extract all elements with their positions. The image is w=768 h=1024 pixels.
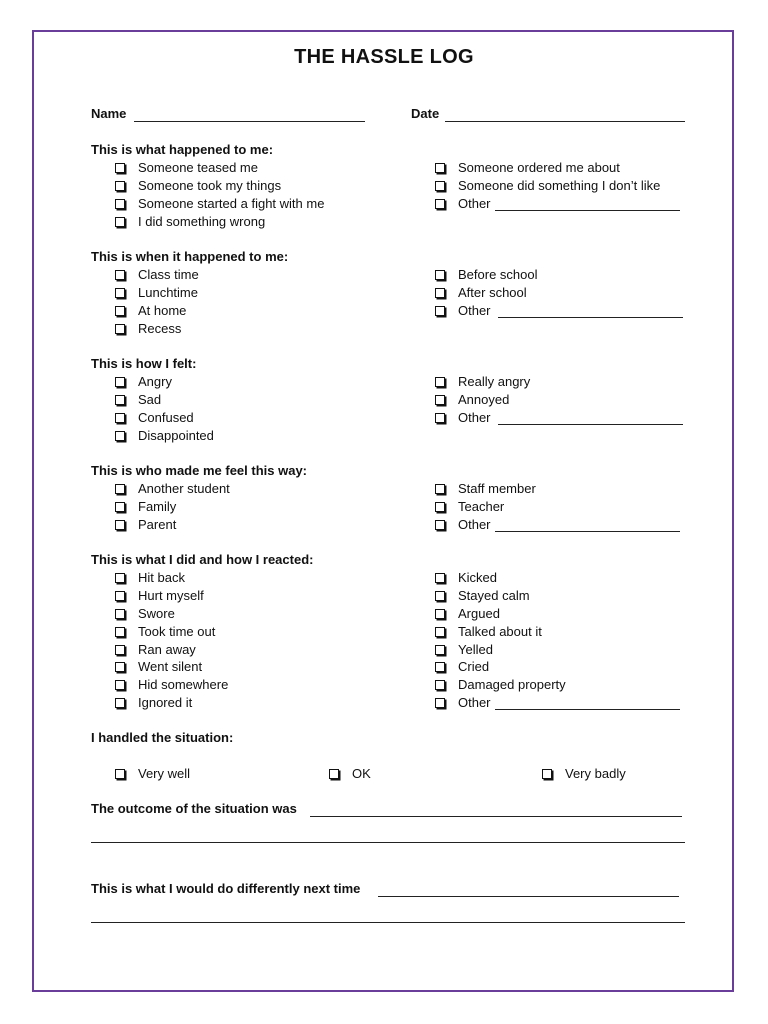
checkbox[interactable]	[115, 181, 125, 191]
option-label: Other	[458, 302, 491, 318]
outcome-field-line-2[interactable]	[91, 842, 685, 843]
option-label: Argued	[458, 605, 500, 621]
option-label: Ignored it	[138, 695, 193, 711]
checkbox[interactable]	[435, 288, 445, 298]
checkbox[interactable]	[115, 377, 125, 387]
checkbox[interactable]	[115, 591, 125, 601]
checkbox[interactable]	[435, 609, 445, 619]
checkbox[interactable]	[435, 573, 445, 583]
option-label: At home	[138, 302, 187, 318]
option-label: Someone did something I don’t like	[458, 177, 661, 193]
option-label: Before school	[458, 266, 538, 282]
checkbox[interactable]	[115, 680, 125, 690]
option-label: Kicked	[458, 569, 498, 585]
section-heading: This is who made me feel this way:	[91, 463, 308, 478]
checkbox[interactable]	[435, 502, 445, 512]
checkbox[interactable]	[435, 591, 445, 601]
checkbox[interactable]	[435, 377, 445, 387]
checkbox[interactable]	[115, 645, 125, 655]
option-label: Sad	[138, 391, 162, 407]
date-label: Date	[411, 106, 440, 121]
section-heading: This is when it happened to me:	[91, 249, 289, 264]
checkbox[interactable]	[115, 199, 125, 209]
other-field[interactable]	[498, 424, 683, 425]
option-label: Other	[458, 195, 491, 211]
checkbox[interactable]	[115, 288, 125, 298]
option-label: Other	[458, 516, 491, 532]
option-label: Damaged property	[458, 677, 566, 693]
option-label: Recess	[138, 320, 182, 336]
option-label: Family	[138, 498, 177, 514]
checkbox[interactable]	[435, 484, 445, 494]
checkbox[interactable]	[115, 698, 125, 708]
checkbox[interactable]	[435, 199, 445, 209]
checkbox[interactable]	[115, 484, 125, 494]
option-label: Disappointed	[138, 427, 214, 443]
checkbox[interactable]	[435, 306, 445, 316]
option-label: Other	[458, 695, 491, 711]
checkbox[interactable]	[115, 395, 125, 405]
other-field[interactable]	[495, 709, 680, 710]
checkbox[interactable]	[115, 163, 125, 173]
option-label: Someone took my things	[138, 177, 282, 193]
option-label: Ran away	[138, 641, 196, 657]
option-label: Hit back	[138, 569, 185, 585]
option-label: Confused	[138, 409, 194, 425]
checkbox[interactable]	[115, 413, 125, 423]
section-heading: This is how I felt:	[91, 356, 197, 371]
name-field[interactable]	[134, 121, 365, 122]
differently-field[interactable]	[378, 896, 679, 897]
differently-label: This is what I would do differently next time	[91, 881, 361, 896]
option-label: Annoyed	[458, 391, 510, 407]
differently-field-line-2[interactable]	[91, 922, 685, 923]
option-label: Yelled	[458, 641, 493, 657]
handled-option-label: OK	[352, 766, 371, 781]
other-field[interactable]	[498, 317, 683, 318]
option-label: Hurt myself	[138, 587, 204, 603]
option-label: Someone ordered me about	[458, 159, 620, 175]
handled-checkbox[interactable]	[542, 769, 552, 779]
option-label: Teacher	[458, 498, 505, 514]
checkbox[interactable]	[115, 324, 125, 334]
handled-option-label: Very badly	[565, 766, 626, 781]
option-label: Staff member	[458, 480, 536, 496]
option-label: Class time	[138, 266, 199, 282]
checkbox[interactable]	[435, 662, 445, 672]
option-label: Angry	[138, 373, 172, 389]
handled-option-label: Very well	[138, 766, 191, 781]
checkbox[interactable]	[435, 163, 445, 173]
checkbox[interactable]	[115, 520, 125, 530]
option-label: Someone teased me	[138, 159, 258, 175]
option-label: Cried	[458, 659, 490, 675]
option-label: Went silent	[138, 659, 203, 675]
checkbox[interactable]	[115, 502, 125, 512]
option-label: I did something wrong	[138, 213, 266, 229]
checkbox[interactable]	[435, 520, 445, 530]
other-field[interactable]	[495, 210, 680, 211]
option-label: Another student	[138, 480, 230, 496]
section-heading: This is what happened to me:	[91, 142, 274, 157]
checkbox[interactable]	[435, 645, 445, 655]
checkbox[interactable]	[115, 270, 125, 280]
option-label: Lunchtime	[138, 284, 198, 300]
option-label: Other	[458, 409, 491, 425]
outcome-label: The outcome of the situation was	[91, 801, 297, 816]
option-label: Someone started a fight with me	[138, 195, 325, 211]
section-heading: This is what I did and how I reacted:	[91, 552, 314, 567]
checkbox[interactable]	[435, 627, 445, 637]
handled-checkbox[interactable]	[329, 769, 339, 779]
option-label: Took time out	[138, 623, 216, 639]
other-field[interactable]	[495, 531, 680, 532]
date-field[interactable]	[445, 121, 685, 122]
option-label: Really angry	[458, 373, 531, 389]
checkbox[interactable]	[435, 181, 445, 191]
checkbox[interactable]	[115, 609, 125, 619]
handled-checkbox[interactable]	[115, 769, 125, 779]
option-label: Swore	[138, 605, 175, 621]
checkbox[interactable]	[435, 680, 445, 690]
option-label: Parent	[138, 516, 177, 532]
option-label: After school	[458, 284, 527, 300]
option-label: Stayed calm	[458, 587, 530, 603]
checkbox[interactable]	[115, 573, 125, 583]
checkbox[interactable]	[115, 306, 125, 316]
option-label: Hid somewhere	[138, 677, 229, 693]
checkbox[interactable]	[435, 395, 445, 405]
checkbox[interactable]	[115, 431, 125, 441]
checkbox[interactable]	[435, 698, 445, 708]
form-title: THE HASSLE LOG	[294, 46, 474, 68]
checkbox[interactable]	[435, 413, 445, 423]
checkbox[interactable]	[435, 270, 445, 280]
checkbox[interactable]	[115, 217, 125, 227]
handled-heading: I handled the situation:	[91, 730, 234, 745]
checkbox[interactable]	[115, 627, 125, 637]
outcome-field[interactable]	[310, 816, 682, 817]
option-label: Talked about it	[458, 623, 542, 639]
name-label: Name	[91, 106, 127, 121]
checkbox[interactable]	[115, 662, 125, 672]
